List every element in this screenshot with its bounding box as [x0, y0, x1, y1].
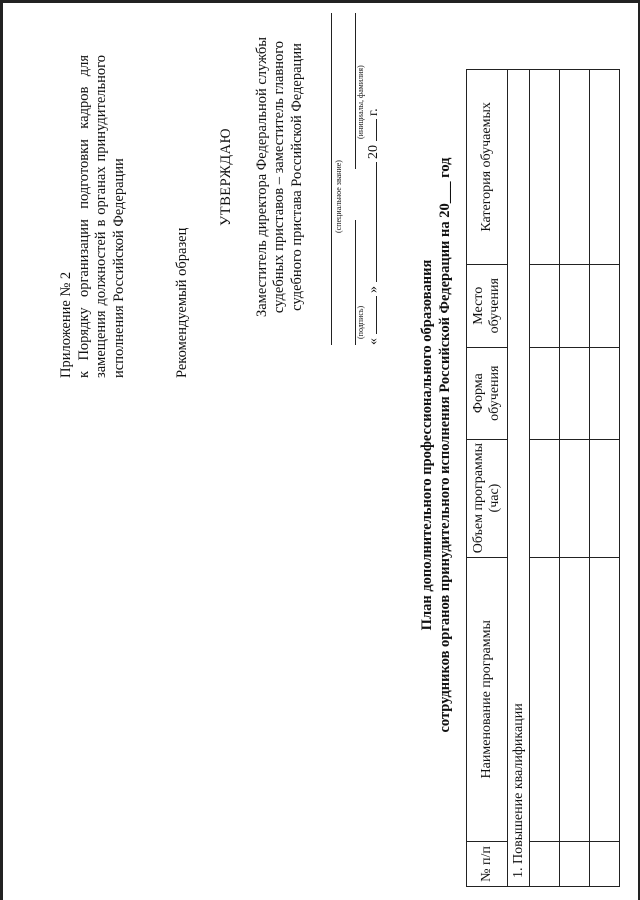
table-cell[interactable]	[560, 439, 590, 557]
table-cell[interactable]	[530, 439, 560, 557]
table-cell[interactable]	[590, 347, 620, 439]
table-cell[interactable]	[530, 842, 560, 887]
table-cell[interactable]	[590, 264, 620, 347]
table-cell[interactable]	[590, 70, 620, 265]
date-month-blank	[376, 163, 377, 283]
table-header-row	[467, 70, 508, 887]
rank-caption: (специальное звание)	[334, 160, 343, 233]
date-year-prefix: 20	[366, 145, 381, 159]
table-cell[interactable]	[530, 557, 560, 842]
plan-title-line1: План дополнительного профессионального образования	[419, 259, 435, 631]
table-section-row	[508, 70, 530, 887]
plan-title	[418, 20, 454, 870]
table-cell[interactable]	[590, 439, 620, 557]
col-program-name: Наименование программы	[467, 557, 508, 842]
approval-heading: УТВЕРЖДАЮ	[218, 128, 234, 226]
sample-label: Рекомендуемый образец	[174, 227, 190, 378]
table-cell[interactable]	[530, 70, 560, 265]
appendix-text: к Порядку организации подготовки кадров для замещения должностей в органах принудительного исполнения Российской Федерации	[75, 55, 127, 378]
table-cell[interactable]	[530, 347, 560, 439]
appendix-block	[58, 55, 128, 378]
date-year-blank	[376, 120, 377, 142]
col-study-form: Форма обучения	[467, 347, 508, 439]
signature-caption: (подпись)	[356, 305, 365, 339]
table-row	[590, 70, 620, 887]
name-caption: (инициалы, фамилия)	[356, 65, 365, 139]
table-cell[interactable]	[590, 557, 620, 842]
date-open-quote: «	[366, 338, 381, 345]
section-title: 1. Повышение квалификации	[508, 70, 530, 887]
table-row	[560, 70, 590, 887]
appendix-number: Приложение № 2	[58, 271, 74, 378]
approval-block	[218, 12, 306, 342]
table-row	[530, 70, 560, 887]
date-field	[366, 108, 382, 345]
date-year-suffix: г.	[366, 108, 381, 116]
table-cell[interactable]	[560, 842, 590, 887]
table-cell[interactable]	[560, 347, 590, 439]
table-cell[interactable]	[560, 264, 590, 347]
col-study-place: Место обучения	[467, 264, 508, 347]
table-cell[interactable]	[560, 70, 590, 265]
table-cell[interactable]	[560, 557, 590, 842]
date-day-blank	[376, 297, 377, 335]
table-cell[interactable]	[530, 264, 560, 347]
plan-table	[466, 69, 620, 887]
table-cell[interactable]	[590, 842, 620, 887]
col-program-volume: Объем программы (час)	[467, 439, 508, 557]
date-close-quote: »	[366, 286, 381, 293]
approval-position: Заместитель директора Федеральной службы судебных приставов – заместитель главного судебного пристава Российской Федерации	[253, 36, 305, 318]
rank-line	[331, 13, 332, 345]
col-trainee-category: Категория обучаемых	[467, 70, 508, 265]
col-number: № п/п	[467, 842, 508, 887]
plan-title-line2: сотрудников органов принудительного исполнения Российской Федерации на 20___ год	[437, 157, 453, 733]
